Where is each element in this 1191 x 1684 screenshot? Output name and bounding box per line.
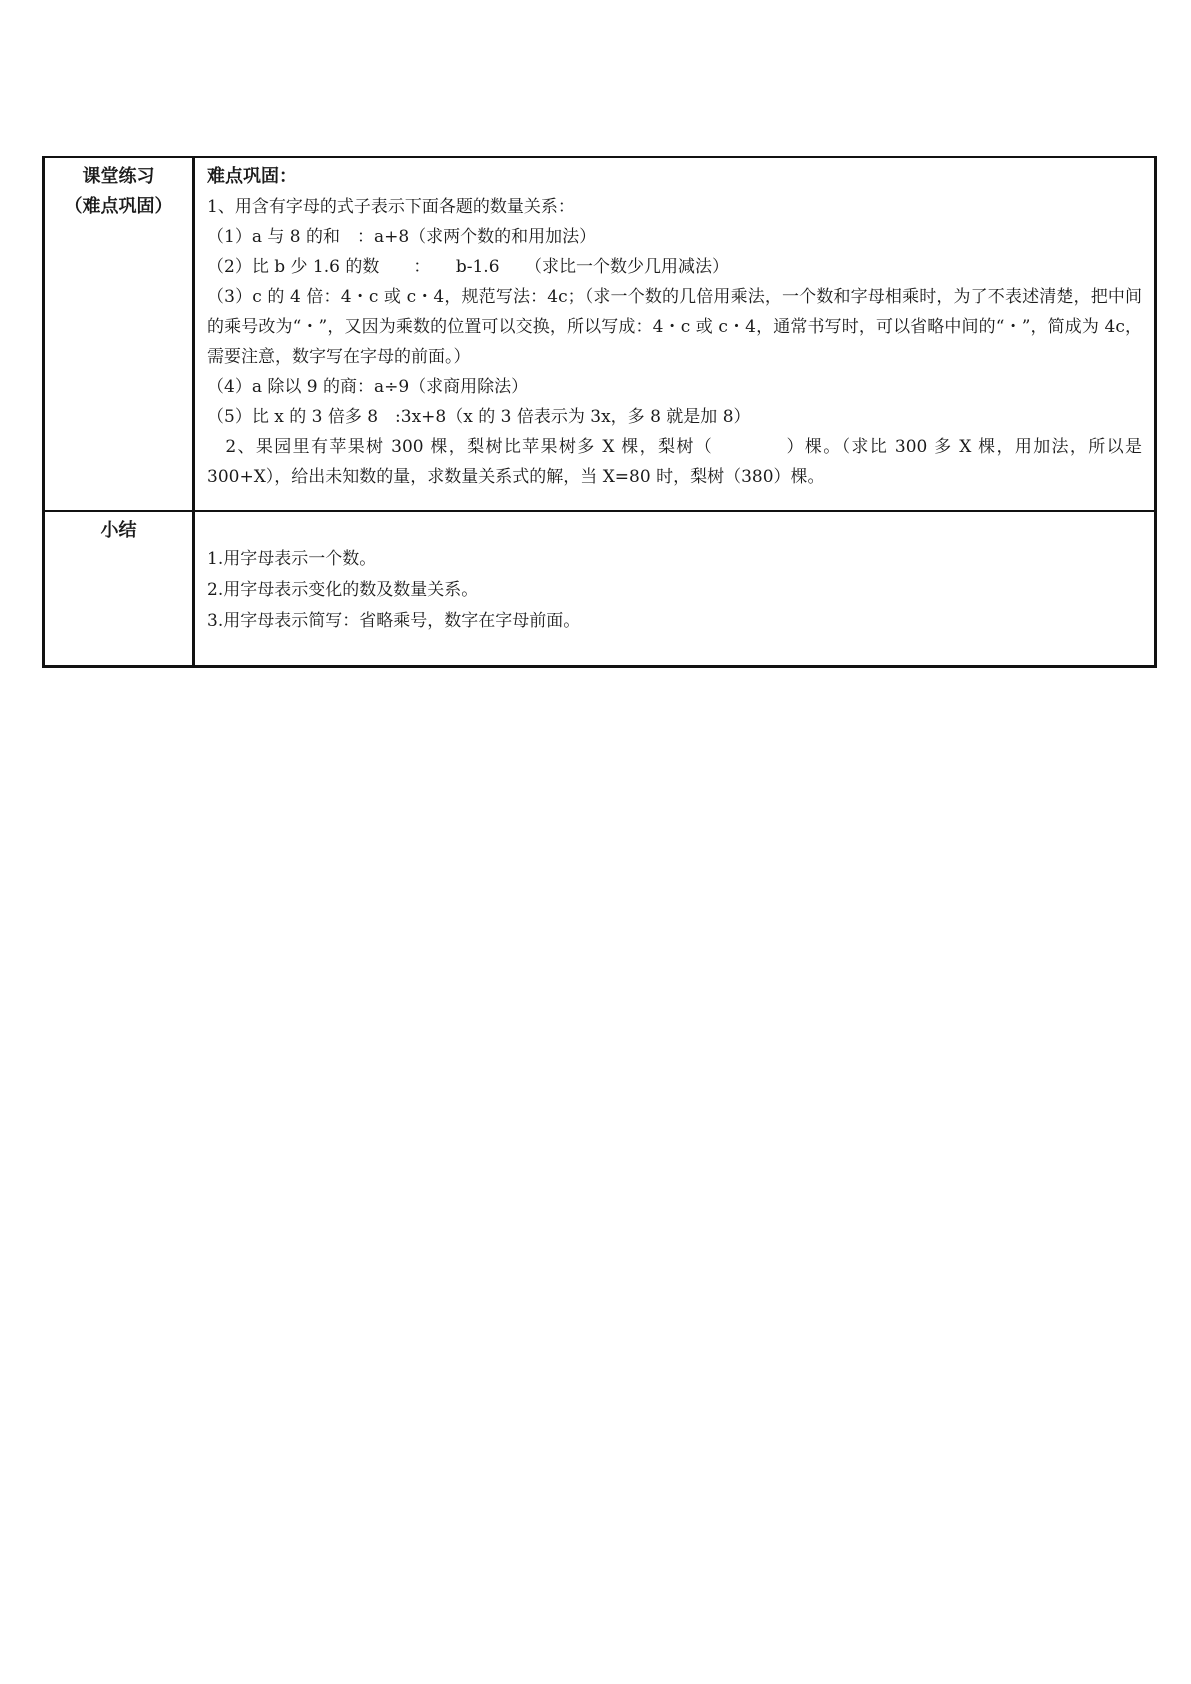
- question-1-item-2: （2）比 b 少 1.6 的数 ： b-1.6 （求比一个数少几用减法）: [207, 257, 730, 277]
- question-1-item-1: （1）a 与 8 的和 ：a+8（求两个数的和用加法）: [207, 227, 597, 247]
- summary-row: [44, 511, 1156, 667]
- summary-content-cell: [194, 511, 1156, 667]
- practice-content-cell: [194, 157, 1156, 511]
- lesson-table: [42, 156, 1157, 668]
- summary-item: 2.用字母表示变化的数及数量关系。: [207, 580, 479, 600]
- question-1-title: 1、用含有字母的式子表示下面各题的数量关系：: [207, 197, 575, 217]
- question-1-item-3: （3）c 的 4 倍：4・c 或 c・4，规范写法：4c；（求一个数的几倍用乘法，一个数和字母相乘时，为了不表述清楚，把中间的乘号改为“・”，又因为乘数的位置可以交换，所以写成：4・c 或 c・4，通常书写时，可以省略中间的“・”，简成为 4c，需要注意，数字写在字母的前面。）: [207, 287, 1142, 367]
- summary-label: 小结: [100, 520, 137, 541]
- practice-label-line2: （难点巩固）: [64, 196, 173, 217]
- summary-item: 3.用字母表示简写：省略乘号，数字在字母前面。: [207, 611, 581, 631]
- summary-item: 1.用字母表示一个数。: [207, 549, 377, 569]
- practice-row: [44, 157, 1156, 511]
- summary-label-cell: [44, 511, 194, 667]
- practice-label-line1: 课堂练习: [82, 166, 155, 187]
- practice-heading: 难点巩固：: [207, 166, 297, 187]
- question-1-item-4: （4）a 除以 9 的商：a÷9（求商用除法）: [207, 377, 529, 397]
- question-1-item-5: （5）比 x 的 3 倍多 8 :3x+8（x 的 3 倍表示为 3x，多 8 就是加 8）: [207, 407, 751, 427]
- question-2: 2、果园里有苹果树 300 棵，梨树比苹果树多 X 棵，梨树（ ）棵。（求比 300 多 X 棵，用加法，所以是 300+X），给出未知数的量，求数量关系式的解，当 X=80 时，梨树（380）棵。: [207, 437, 1142, 487]
- practice-label-cell: [44, 157, 194, 511]
